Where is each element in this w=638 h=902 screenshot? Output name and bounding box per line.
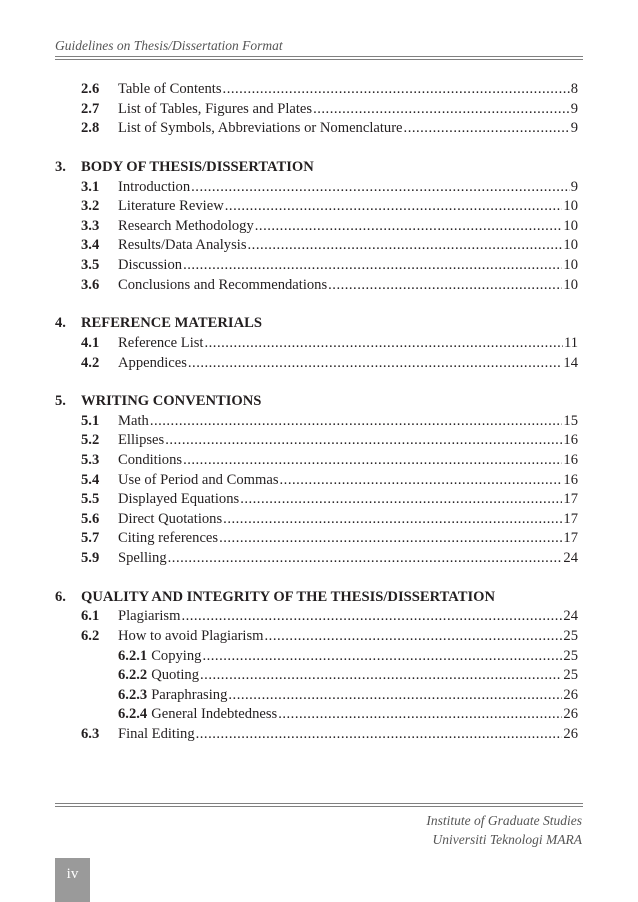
toc-entry-number: 6.1	[81, 608, 100, 625]
dot-leader	[165, 431, 562, 451]
toc-entry-page: 10	[563, 256, 578, 273]
toc-entry-title: List of Symbols, Abbreviations or Nomenclature	[118, 120, 403, 137]
toc-section-number: 3.	[55, 158, 66, 175]
toc-entry-page: 14	[563, 354, 578, 371]
toc-entry[interactable]	[55, 529, 578, 549]
toc-entry-page: 10	[563, 276, 578, 293]
toc-entry-number: 6.2.2	[118, 667, 148, 684]
toc-entry-title: Literature Review	[118, 198, 224, 215]
toc-entry-number: 4.1	[81, 334, 100, 351]
toc-entry-title: Results/Data Analysis	[118, 237, 247, 254]
toc-entry-number: 3.4	[81, 237, 100, 254]
toc-entry-page: 26	[563, 686, 578, 703]
toc-entry-page: 16	[563, 471, 578, 488]
toc-entry-page: 9	[570, 178, 578, 195]
dot-leader	[278, 705, 562, 725]
toc-entry-number: 2.8	[81, 120, 100, 137]
toc-section-number: 6.	[55, 588, 66, 605]
toc-entry-page: 16	[563, 432, 578, 449]
dot-leader	[150, 412, 563, 432]
toc-entry-number: 3.6	[81, 276, 100, 293]
toc-entry[interactable]	[55, 686, 578, 706]
toc-entry[interactable]	[55, 236, 578, 256]
toc-entry[interactable]	[55, 80, 578, 100]
toc-entry-title: Direct Quotations	[118, 510, 223, 527]
toc-entry-title: Ellipses	[118, 432, 165, 449]
toc-entry[interactable]	[55, 647, 578, 667]
dot-leader	[240, 490, 562, 510]
toc-entry-number: 2.6	[81, 81, 100, 97]
toc-entry[interactable]	[55, 431, 578, 451]
dot-leader	[196, 725, 563, 745]
dot-leader	[219, 529, 562, 549]
dot-leader	[168, 549, 563, 569]
toc-entry[interactable]	[55, 178, 578, 198]
toc-entry[interactable]	[55, 217, 578, 237]
toc-entry-number: 6.3	[81, 725, 100, 742]
toc-entry-page: 15	[563, 412, 578, 429]
footer-institution	[426, 812, 582, 849]
toc-entry[interactable]	[55, 334, 578, 354]
toc-section-title: REFERENCE MATERIALS	[81, 315, 262, 332]
toc-entry-page: 26	[563, 725, 578, 742]
toc-entry[interactable]	[55, 276, 578, 296]
toc-entry-page: 17	[563, 491, 578, 508]
toc-entry[interactable]	[55, 119, 578, 139]
toc-entry[interactable]	[55, 256, 578, 276]
toc-entry-number: 3.1	[81, 178, 100, 195]
toc-entry-title: Table of Contents	[118, 81, 222, 97]
dot-leader	[181, 607, 562, 627]
toc-entry[interactable]	[55, 451, 578, 471]
toc-entry-title: Plagiarism	[118, 608, 181, 625]
toc-entry-title: Final Editing	[118, 725, 195, 742]
toc-entry-number: 5.1	[81, 412, 100, 429]
footer-line-institute: Institute of Graduate Studies	[426, 813, 582, 828]
toc-entry-number: 5.3	[81, 452, 100, 469]
toc-entry-title: Copying	[151, 647, 202, 664]
toc-entry[interactable]	[55, 705, 578, 725]
toc-entry-page: 10	[563, 198, 578, 215]
toc-entry-number: 5.7	[81, 530, 100, 547]
toc-entry[interactable]	[55, 627, 578, 647]
toc-entry-title: Research Methodology	[118, 217, 254, 234]
toc-entry-page: 24	[563, 550, 578, 567]
toc-entry-page: 25	[563, 667, 578, 684]
toc-section-heading	[55, 588, 578, 608]
dot-leader	[223, 510, 562, 530]
toc-entry-title: General Indebtedness	[151, 706, 278, 723]
toc-entry-number: 6.2.1	[118, 647, 148, 664]
toc-entry-number: 6.2.3	[118, 686, 148, 703]
toc-entry[interactable]	[55, 607, 578, 627]
toc-entry[interactable]	[55, 100, 578, 120]
dot-leader	[200, 666, 562, 686]
toc-entry-number: 4.2	[81, 354, 100, 371]
dot-leader	[248, 236, 563, 256]
dot-leader	[188, 354, 563, 374]
toc-entry-page: 17	[563, 530, 578, 547]
toc-entry[interactable]	[55, 412, 578, 432]
toc-entry-page: 16	[563, 452, 578, 469]
dot-leader	[205, 334, 563, 354]
toc-entry-title: Use of Period and Commas	[118, 471, 279, 488]
toc-section-number: 4.	[55, 315, 66, 332]
dot-leader	[404, 119, 570, 139]
page-number: iv	[66, 866, 79, 882]
toc-entry-title: Conditions	[118, 452, 183, 469]
toc-entry[interactable]	[55, 471, 578, 491]
dot-leader	[313, 100, 570, 120]
toc-entry-number: 3.5	[81, 256, 100, 273]
toc-entry[interactable]	[55, 354, 578, 374]
toc-entry-page: 24	[563, 608, 578, 625]
toc-section-title: BODY OF THESIS/DISSERTATION	[81, 158, 314, 175]
toc-entry-page: 10	[563, 217, 578, 234]
toc-entry-title: Displayed Equations	[118, 491, 240, 508]
toc-entry-number: 6.2	[81, 628, 100, 644]
footer-double-rule	[55, 803, 583, 807]
toc-entry-number: 3.3	[81, 217, 100, 234]
toc-entry-page: 17	[563, 510, 578, 527]
toc-entry[interactable]	[55, 510, 578, 530]
toc-entry-number: 5.4	[81, 471, 100, 488]
toc-entry-title: Conclusions and Recommendations	[118, 276, 328, 293]
toc-entry-number: 6.2.4	[118, 706, 148, 723]
dot-leader	[265, 627, 563, 647]
toc-entry-number: 5.2	[81, 432, 100, 449]
toc-entry[interactable]	[55, 666, 578, 686]
toc-entry-page: 11	[563, 334, 578, 351]
toc-section-title: WRITING CONVENTIONS	[81, 393, 262, 410]
dot-leader	[328, 276, 562, 296]
toc-entry-title: Appendices	[118, 354, 187, 371]
table-of-contents	[55, 80, 578, 745]
header-double-rule	[55, 56, 583, 60]
page-number-tab	[55, 858, 90, 902]
toc-entry-page: 8	[570, 81, 578, 97]
toc-entry-page: 10	[563, 237, 578, 254]
toc-entry[interactable]	[55, 490, 578, 510]
toc-entry-page: 9	[570, 100, 578, 117]
toc-entry-page: 25	[563, 647, 578, 664]
dot-leader	[202, 647, 562, 667]
dot-leader	[228, 686, 562, 706]
dot-leader	[183, 451, 562, 471]
toc-entry-title: Spelling	[118, 550, 167, 567]
toc-entry-title: Citing references	[118, 530, 219, 547]
dot-leader	[223, 80, 570, 100]
toc-entry-number: 5.9	[81, 550, 100, 567]
toc-entry-page: 26	[563, 706, 578, 723]
running-header: Guidelines on Thesis/Dissertation Format	[55, 38, 283, 53]
footer-line-university: Universiti Teknologi MARA	[432, 831, 582, 847]
toc-entry-page: 9	[570, 120, 578, 137]
toc-entry-title: Math	[118, 412, 149, 429]
toc-entry-page: 25	[563, 628, 578, 644]
toc-entry-title: Quoting	[151, 667, 200, 684]
toc-entry-number: 5.5	[81, 491, 100, 508]
toc-entry[interactable]	[55, 197, 578, 217]
toc-section-heading	[55, 392, 578, 412]
toc-entry-title: Discussion	[118, 256, 183, 273]
toc-entry-title: Reference List	[118, 334, 204, 351]
toc-entry-title: List of Tables, Figures and Plates	[118, 100, 313, 117]
toc-section-title: QUALITY AND INTEGRITY OF THE THESIS/DISSERTATION	[81, 588, 496, 605]
toc-entry-number: 5.6	[81, 510, 100, 527]
toc-entry-number: 2.7	[81, 100, 100, 117]
toc-entry[interactable]	[55, 725, 578, 745]
dot-leader	[183, 256, 562, 276]
dot-leader	[225, 197, 563, 217]
toc-entry-title: Introduction	[118, 178, 191, 195]
toc-section-heading	[55, 314, 578, 334]
dot-leader	[191, 178, 570, 198]
toc-section-number: 5.	[55, 393, 66, 410]
dot-leader	[255, 217, 563, 237]
toc-section-heading	[55, 158, 578, 178]
toc-entry-title: How to avoid Plagiarism	[118, 628, 264, 644]
toc-entry-title: Paraphrasing	[151, 686, 228, 703]
toc-entry-number: 3.2	[81, 198, 100, 215]
dot-leader	[280, 471, 563, 491]
toc-entry[interactable]	[55, 549, 578, 569]
